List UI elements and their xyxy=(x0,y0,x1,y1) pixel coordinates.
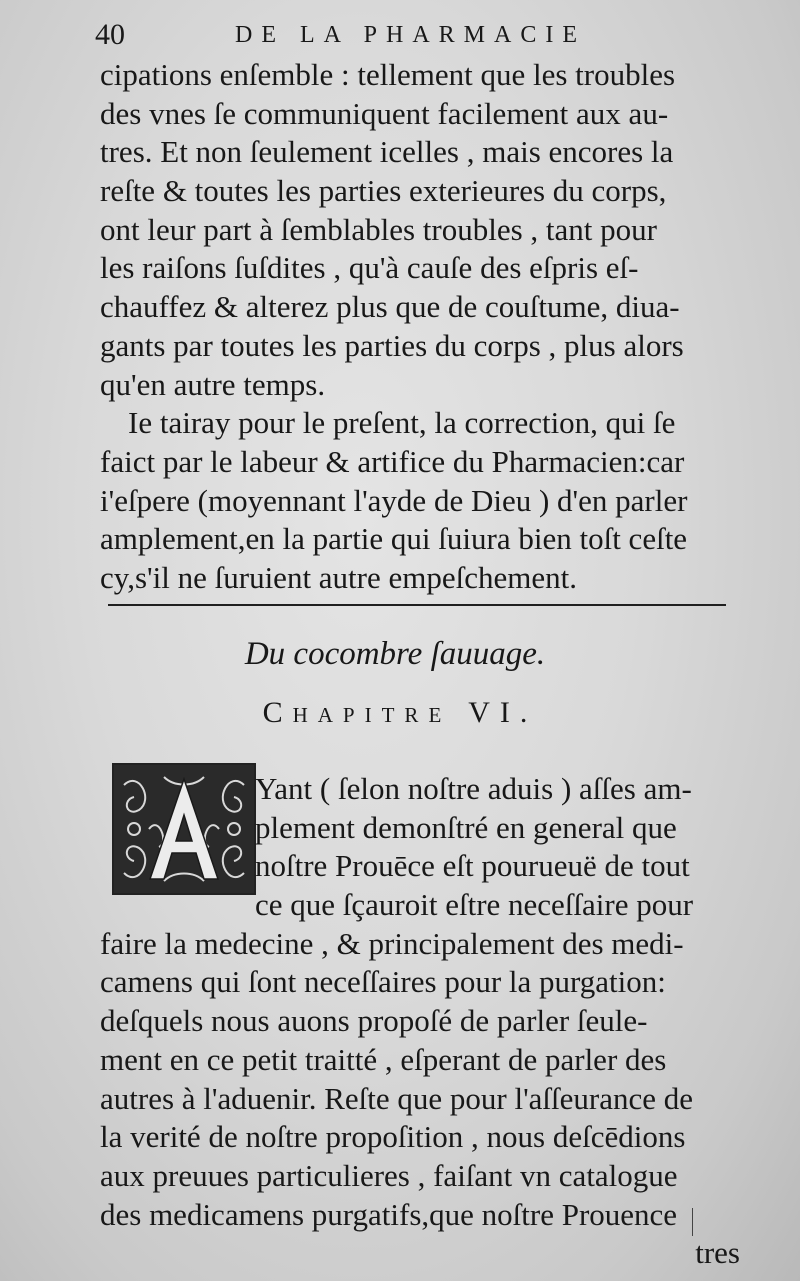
text-line: la verité de noſtre propoſition , nous deſcēdions xyxy=(100,1119,686,1155)
section-title: Du cocombre ſauuage. xyxy=(244,636,546,672)
text-line: Yant ( ſelon noſtre aduis ) aſſes am- xyxy=(255,771,692,806)
text-line: Ie tairay pour le preſent, la correction, qui ſe xyxy=(128,405,676,441)
text-line: ce que ſçauroit eſtre neceſſaire pour xyxy=(255,887,694,923)
margin-mark xyxy=(692,1208,693,1236)
chapter-body xyxy=(100,770,750,1273)
text-line: les raiſons ſuſdites , qu'à cauſe des eſpris eſ- xyxy=(100,250,639,286)
text-line: i'eſpere (moyennant l'ayde de Dieu ) d'en parler xyxy=(100,482,688,518)
running-title: DE LA PHARMACIE xyxy=(235,22,587,48)
text-line: faict par le labeur & artifice du Pharmacien:car xyxy=(100,443,685,479)
page-number: 40 xyxy=(95,18,125,51)
text-line: amplement,en la partie qui ſuiura bien toſt ceſte xyxy=(100,521,688,557)
text-line: des vnes ſe communiquent facilement aux au- xyxy=(100,95,669,131)
text-line: chauffez & alterez plus que de couſtume, diua- xyxy=(100,289,680,325)
page-header xyxy=(95,18,615,54)
text-line: aux preuues particulieres , faiſant vn catalogue xyxy=(100,1157,678,1193)
text-line: faire la medecine , & principalement des medi- xyxy=(100,925,684,961)
text-line: gants par toutes les parties du corps , plus alors xyxy=(100,327,684,363)
text-line: camens qui ſont neceſſaires pour la purgation: xyxy=(100,964,666,1000)
text-line: autres à l'aduenir. Reſte que pour l'aſſeurance de xyxy=(100,1080,694,1116)
text-line: ment en ce petit traitté , eſperant de parler des xyxy=(100,1041,667,1077)
text-line: cipations enſemble : tellement que les troubles xyxy=(100,57,676,92)
text-line: deſquels nous auons propoſé de parler ſeule- xyxy=(100,1003,648,1039)
text-line: des medicamens purgatifs,que noſtre Prouence xyxy=(100,1196,678,1232)
text-line: reſte & toutes les parties exterieures du corps, xyxy=(100,173,667,209)
catchword: tres xyxy=(695,1235,740,1271)
text-line: cy,s'il ne ſuruient autre empeſchement. xyxy=(100,559,578,595)
text-line: qu'en autre temps. xyxy=(100,366,326,402)
section-divider xyxy=(108,604,726,606)
text-line: plement demonſtré en general que xyxy=(255,809,677,845)
paragraph-continuation xyxy=(100,56,750,598)
text-line: tres. Et non ſeulement icelles , mais encores la xyxy=(100,134,674,170)
chapter-heading: Chapitre VI. xyxy=(262,696,538,729)
text-line: noſtre Prouēce eſt pourueuë de tout xyxy=(255,848,690,884)
text-line: ont leur part à ſemblables troubles , tant pour xyxy=(100,211,657,247)
